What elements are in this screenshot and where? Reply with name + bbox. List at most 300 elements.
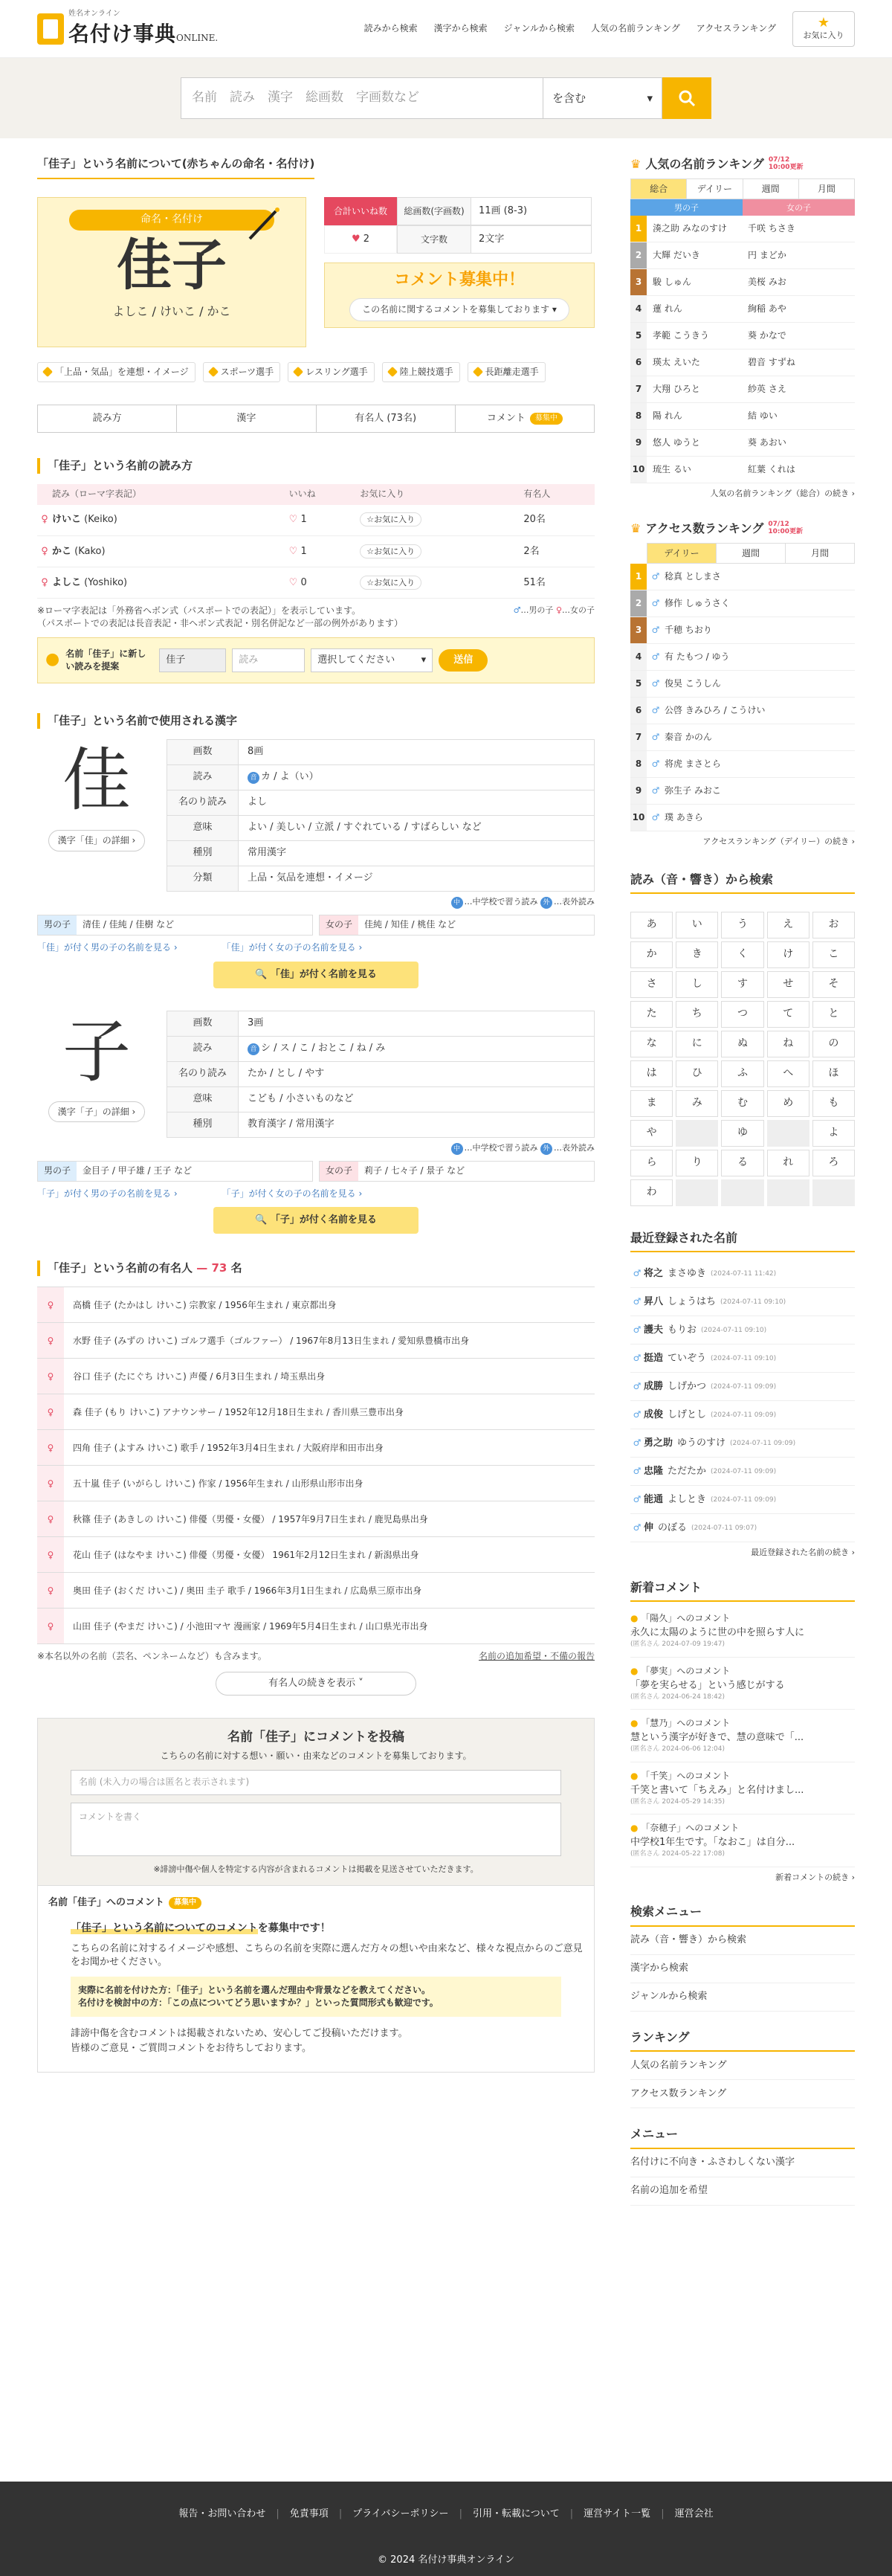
famous-row[interactable] <box>37 1537 595 1573</box>
tag-item[interactable] <box>203 362 281 382</box>
menu-unsuitable-kanji[interactable]: 名付けに不向き・ふさわしくない漢字 <box>630 2149 855 2177</box>
girl-icon: ♀ <box>37 1609 64 1643</box>
recent-row[interactable] <box>630 1316 855 1345</box>
comment-item[interactable] <box>630 1658 855 1710</box>
kana-cell[interactable]: も <box>812 1090 855 1117</box>
kana-cell[interactable]: れ <box>767 1150 809 1176</box>
kanji-nanori: よし <box>239 790 595 815</box>
comment-paragraph: 誹謗中傷を含むコメントは掲載されないため、安心してご投稿いただけます。 <box>71 2028 408 2040</box>
section-nav-readings[interactable] <box>38 405 177 432</box>
boy-name[interactable]: 陽 れん <box>653 410 682 422</box>
reading-row <box>37 536 595 567</box>
chars-value: 2文字 <box>471 225 592 254</box>
rank-number: 5 <box>630 671 647 697</box>
comment-target: ● 「陽久」へのコメント <box>630 1613 731 1624</box>
boy-name[interactable]: 瑛太 えいた <box>653 357 700 368</box>
comment-hint-1: 実際に名前を付けた方：「佳子」という名前を選んだ理由や背景などを教えてください。 <box>78 1985 431 1996</box>
kana-cell[interactable]: く <box>721 941 763 968</box>
access-list <box>630 564 855 831</box>
recent-more-link[interactable]: 最近登録された名前の続き › <box>751 1548 855 1558</box>
famous-row[interactable] <box>37 1573 595 1609</box>
kana-cell[interactable]: む <box>721 1090 763 1117</box>
kanji-strokes: 8画 <box>239 739 595 764</box>
ranking-row <box>630 323 855 350</box>
boy-name[interactable]: 孝範 こうきう <box>653 330 709 341</box>
section-nav-famous[interactable] <box>317 405 456 432</box>
recent-kanji: 忠隆 <box>644 1465 664 1477</box>
ranking-name[interactable]: 璞 あきら <box>665 812 703 823</box>
access-more-link[interactable]: アクセスランキング（デイリー）の続き › <box>702 837 855 847</box>
kana-cell[interactable]: そ <box>812 971 855 998</box>
comment-item[interactable] <box>630 1710 855 1762</box>
favorite-button[interactable]: ☆お気に入り <box>360 544 421 558</box>
sidebar <box>630 156 855 2206</box>
kanji-names-button[interactable] <box>213 1207 418 1234</box>
boy-names-link[interactable]: 「佳」が付く男の子の名前を見る › <box>37 941 178 953</box>
heart-icon[interactable]: ♡ <box>288 514 298 526</box>
tag-item[interactable] <box>288 362 374 382</box>
boy-icon: ♂ <box>651 705 660 716</box>
comment-meta: (匿名さん 2024-05-29 14:35) <box>630 1797 725 1806</box>
footer-sites[interactable]: 運営サイト一覧 <box>584 2508 651 2519</box>
section-nav <box>37 405 595 433</box>
girl-name[interactable]: 紗英 さえ <box>748 384 786 395</box>
kana-cell[interactable]: よ <box>812 1120 855 1147</box>
likes-count[interactable] <box>324 225 397 254</box>
romaji-note <box>37 605 595 630</box>
tab-overall[interactable]: 総合 <box>631 179 687 199</box>
kana-cell[interactable]: こ <box>812 941 855 968</box>
tag-item[interactable] <box>382 362 460 382</box>
girl-name[interactable]: 葵 かなで <box>748 330 786 341</box>
famous-row[interactable] <box>37 1609 595 1644</box>
kanji-key: 名のり読み <box>167 1061 239 1086</box>
kana-cell[interactable]: や <box>630 1120 673 1147</box>
footer-disclaimer[interactable]: 免責事項 <box>289 2508 329 2519</box>
logo[interactable] <box>37 9 218 48</box>
ranking-name[interactable]: 修作 しゅうさく <box>665 598 730 609</box>
boy-name[interactable]: 蓮 れん <box>653 303 682 315</box>
name-kanji: 佳子 <box>117 234 227 297</box>
ranking-name[interactable]: 稔真 としまさ <box>665 571 721 582</box>
boy-icon: ♂ <box>651 785 660 796</box>
stroke-label: 総画数(字画数) <box>397 197 471 225</box>
boy-icon: ♂ <box>633 1466 641 1477</box>
recent-reading: のぼる <box>658 1522 688 1533</box>
footer-privacy[interactable]: プライバシーポリシー <box>352 2508 449 2519</box>
kanji-key: 種別 <box>167 840 239 866</box>
recent-kanji: 成俊 <box>644 1408 664 1420</box>
comment-hint-2: 名付けを検討中の方：「この点についてどう思いますか？」といった質問形式も歓迎です。 <box>78 1997 439 2009</box>
kana-cell[interactable]: ふ <box>721 1060 763 1087</box>
girl-names-link[interactable]: 「佳」が付く女の子の名前を見る › <box>222 941 363 953</box>
menu-request-name[interactable]: 名前の追加を希望 <box>630 2177 855 2206</box>
reading-famous-count[interactable]: 2名 <box>523 536 595 567</box>
famous-list <box>37 1287 595 1644</box>
comment-recruit-title: コメント募集中！ <box>393 271 525 290</box>
kana-cell[interactable]: ぬ <box>721 1031 763 1057</box>
girl-label: 女の子 <box>320 1162 358 1181</box>
kana-cell[interactable]: さ <box>630 971 673 998</box>
logo-main: 名付け事典 <box>68 21 177 46</box>
comment-target: ● 「千笑」へのコメント <box>630 1770 731 1781</box>
footer: 報告・お問い合わせ | 免責事項 | プライバシーポリシー | 引用・転載について | 運営サイト一覧 | 運営会社 © 2024 名付け事典オンライン <box>0 2482 892 2576</box>
boy-icon: ♂ <box>513 605 521 616</box>
kana-cell[interactable]: ね <box>767 1031 809 1057</box>
kanji-category[interactable]: 上品・気品を連想・イメージ <box>239 866 595 891</box>
kanji-key: 種別 <box>167 1112 239 1137</box>
boy-icon: ♂ <box>633 1381 641 1392</box>
famous-text: 奥田 佳子 (おくだ けいこ) / 奥田 圭子 歌手 / 1966年3月1日生まれ / 広島県三原市出身 <box>73 1585 422 1596</box>
kanji-key: 意味 <box>167 815 239 840</box>
comment-headline: 「佳子」という名前についてのコメント <box>71 1922 258 1935</box>
send-button[interactable]: 送信 <box>439 649 488 672</box>
girl-header: 女の子 <box>743 199 855 216</box>
tag-icon <box>387 367 398 377</box>
reading-famous-count[interactable]: 51名 <box>523 567 595 599</box>
tag-item[interactable] <box>468 362 546 382</box>
kanji-nanori: たか / とし / やす <box>239 1061 595 1086</box>
tag-item[interactable] <box>37 362 195 382</box>
kana-cell[interactable]: み <box>676 1090 718 1117</box>
recent-row[interactable] <box>630 1288 855 1316</box>
col-famous: 有名人 <box>523 484 595 505</box>
match-select-value: を含む <box>552 91 586 105</box>
name-readings: よしこ / けいこ / かこ <box>112 304 231 318</box>
ranking-row <box>630 671 855 698</box>
legend-girl: …女の子 <box>562 605 595 616</box>
girl-name[interactable]: 美桜 みお <box>748 277 786 288</box>
nav-genre-search[interactable]: ジャンルから検索 <box>503 23 575 34</box>
kana-cell[interactable]: る <box>721 1150 763 1176</box>
comment-name-input[interactable]: 名前 (未入力の場合は匿名と表示されます) <box>71 1770 561 1795</box>
comment-recruit-button[interactable]: この名前に関するコメントを募集しております ▾ <box>349 298 569 321</box>
reading-romaji: (Kako) <box>74 545 106 557</box>
kana-cell[interactable]: へ <box>767 1060 809 1087</box>
boy-name[interactable]: 琉生 るい <box>653 464 691 475</box>
likes-label: 合計いいね数 <box>324 197 397 225</box>
kana-cell[interactable]: せ <box>767 971 809 998</box>
famous-title: 「佳子」という名前の有名人 — 73 名 <box>37 1260 595 1276</box>
famous-row[interactable] <box>37 1466 595 1501</box>
recent-row[interactable] <box>630 1401 855 1429</box>
reading-legend <box>37 1142 595 1155</box>
girl-name[interactable]: 碧音 すずね <box>748 357 795 368</box>
famous-row[interactable] <box>37 1287 595 1323</box>
kanji-table <box>167 1011 595 1138</box>
rank-number: 4 <box>630 644 647 670</box>
kana-cell[interactable]: ろ <box>812 1150 855 1176</box>
kana-cell[interactable]: な <box>630 1031 673 1057</box>
menu-kanji-search[interactable]: 漢字から検索 <box>630 1955 855 1983</box>
recent-row[interactable] <box>630 1429 855 1458</box>
recruiting-badge: 募集中 <box>530 413 563 425</box>
kana-cell[interactable]: わ <box>630 1179 673 1206</box>
name-stats <box>324 197 595 347</box>
famous-row[interactable] <box>37 1501 595 1537</box>
ranking-row <box>630 269 855 296</box>
kana-cell[interactable]: け <box>767 941 809 968</box>
girl-names-link[interactable]: 「子」が付く女の子の名前を見る › <box>222 1188 363 1199</box>
kana-cell[interactable]: に <box>676 1031 718 1057</box>
ranking-row <box>630 376 855 403</box>
kana-cell[interactable]: き <box>676 941 718 968</box>
nav-kanji-search[interactable]: 漢字から検索 <box>433 23 488 34</box>
recent-row[interactable] <box>630 1373 855 1401</box>
comment-icon: ● <box>630 1718 641 1729</box>
kana-cell[interactable]: は <box>630 1060 673 1087</box>
girl-name[interactable]: 結 ゆい <box>748 410 778 422</box>
boy-examples[interactable]: 清佳 / 佳純 / 佳樹 など <box>83 919 175 930</box>
girl-icon: ♀ <box>37 1501 64 1536</box>
search-button[interactable] <box>662 77 711 119</box>
kana-cell[interactable]: か <box>630 941 673 968</box>
boy-icon: ♂ <box>651 598 660 609</box>
popular-more-link[interactable]: 人気の名前ランキング（総合）の続き › <box>710 489 855 499</box>
match-select[interactable] <box>543 77 662 119</box>
reading-row <box>37 505 595 536</box>
reading-likes: 0 <box>300 576 307 588</box>
girl-label: 女の子 <box>320 915 358 935</box>
menu-popular-ranking[interactable]: 人気の名前ランキング <box>630 2052 855 2080</box>
nav-popular-ranking[interactable]: 人気の名前ランキング <box>591 23 680 34</box>
kana-cell[interactable]: た <box>630 1001 673 1028</box>
header <box>0 0 892 58</box>
kana-cell[interactable]: ほ <box>812 1060 855 1087</box>
legend-school: …中学校で習う読み <box>464 896 538 907</box>
comment-item[interactable] <box>630 1762 855 1815</box>
boy-examples[interactable]: 金目子 / 甲子雄 / 王子 など <box>83 1165 193 1176</box>
comment-form-note: ※誹謗中傷や個人を特定する内容が含まれるコメントは掲載を見送させていただきます。 <box>153 1864 479 1874</box>
rank-number: 4 <box>630 296 647 322</box>
section-nav-label: コメント <box>486 412 526 424</box>
menu-access-ranking[interactable]: アクセス数ランキング <box>630 2080 855 2108</box>
girl-examples[interactable]: 佳純 / 知佳 / 桃佳 など <box>364 919 456 930</box>
boy-name[interactable]: 湊之助 みなのすけ <box>653 223 727 234</box>
recent-row[interactable] <box>630 1514 855 1542</box>
likes-value: 2 <box>363 233 369 245</box>
ranking-row <box>630 617 855 644</box>
kana-cell[interactable]: あ <box>630 912 673 938</box>
recent-row[interactable] <box>630 1345 855 1373</box>
comment-textarea[interactable]: コメントを書く <box>71 1803 561 1856</box>
kana-cell[interactable]: お <box>812 912 855 938</box>
girl-examples[interactable]: 莉子 / 七々子 / 景子 など <box>364 1165 465 1176</box>
ranking-row <box>630 751 855 778</box>
ranking-name[interactable]: 俊昊 こうしん <box>665 678 721 689</box>
ranking-name[interactable]: 千穂 ちおり <box>665 625 712 636</box>
kana-empty <box>767 1120 809 1147</box>
comment-icon: ● <box>630 1613 641 1624</box>
kanji-type: 常用漢字 <box>239 840 595 866</box>
comment-meta: (匿名さん 2024-05-22 17:08) <box>630 1850 725 1858</box>
famous-row[interactable] <box>37 1323 595 1359</box>
comment-item[interactable] <box>630 1815 855 1867</box>
recent-row[interactable] <box>630 1486 855 1514</box>
ranking-name[interactable]: 有 たもつ / ゆう <box>665 651 730 663</box>
kana-cell[interactable]: り <box>676 1150 718 1176</box>
famous-row[interactable] <box>37 1394 595 1430</box>
ranking-row <box>630 242 855 269</box>
ranking-name[interactable]: 弥生子 みおこ <box>665 785 721 796</box>
kana-cell[interactable]: ら <box>630 1150 673 1176</box>
recent-reading: まさゆき <box>668 1267 707 1279</box>
tag-label: レスリング選手 <box>306 367 368 377</box>
recent-date: (2024-07-11 09:10) <box>701 1326 767 1334</box>
footer-company[interactable]: 運営会社 <box>674 2508 714 2519</box>
reading-kana[interactable]: かこ <box>52 545 72 557</box>
recent-date: (2024-07-11 09:07) <box>691 1524 757 1532</box>
tab-monthly[interactable]: 月間 <box>817 183 836 194</box>
section-nav-comments[interactable] <box>456 405 594 432</box>
kanji-readings: シ / ス / こ / おとこ / ね / み <box>261 1043 386 1054</box>
boy-icon: ♂ <box>633 1324 641 1336</box>
example-names <box>37 915 595 936</box>
report-link[interactable]: 名前の追加希望・不備の報告 <box>478 1651 595 1662</box>
kana-cell[interactable]: い <box>676 912 718 938</box>
favorite-button[interactable]: ☆お気に入り <box>360 576 421 590</box>
kanji-title: 「佳子」という名前で使用される漢字 <box>37 713 595 729</box>
boy-name[interactable]: 悠人 ゆうと <box>653 437 700 448</box>
menu-reading-search[interactable]: 読み（音・響き）から検索 <box>630 1927 855 1955</box>
page-title: 「佳子」という名前について(赤ちゃんの命名・名付け) <box>37 156 314 179</box>
ranking-row <box>630 430 855 457</box>
nav-access-ranking[interactable]: アクセスランキング <box>696 23 776 34</box>
access-tabs <box>647 543 855 564</box>
kanji-strokes: 3画 <box>239 1011 595 1036</box>
ranking-menu-title: ランキング <box>630 2029 855 2052</box>
chars-label: 文字数 <box>397 225 471 254</box>
rank-number: 10 <box>630 457 647 483</box>
onyomi-icon: 音 <box>248 772 259 784</box>
tab-monthly[interactable]: 月間 <box>810 547 829 558</box>
boy-name[interactable]: 大翔 ひろと <box>653 384 700 395</box>
recent-row[interactable] <box>630 1458 855 1486</box>
kana-cell[interactable]: ゆ <box>721 1120 763 1147</box>
kana-cell[interactable]: の <box>812 1031 855 1057</box>
heart-icon[interactable]: ♡ <box>288 576 298 588</box>
favorites-button[interactable] <box>792 11 855 47</box>
crown-icon: ♛ <box>630 157 641 171</box>
popular-list <box>630 216 855 483</box>
famous-more-button[interactable]: 有名人の続きを表示 ˅ <box>216 1672 416 1696</box>
rank-number: 1 <box>630 216 647 242</box>
comment-form-title: 名前「佳子」にコメントを投稿 <box>227 1730 404 1745</box>
kana-cell[interactable]: て <box>767 1001 809 1028</box>
girl-name[interactable]: 千咲 ちさき <box>748 223 795 234</box>
girl-name[interactable]: 紅葉 くれは <box>748 464 795 475</box>
ranking-row <box>630 457 855 483</box>
rank-number: 2 <box>630 590 647 616</box>
kana-cell[interactable]: う <box>721 912 763 938</box>
recent-kanji: 挺造 <box>644 1352 664 1364</box>
favorite-button[interactable]: ☆お気に入り <box>360 512 421 527</box>
heart-icon[interactable]: ♡ <box>288 545 298 557</box>
update-time: 07/12 10:00更新 <box>768 156 804 172</box>
famous-row[interactable] <box>37 1359 595 1394</box>
rank-number: 6 <box>630 698 647 724</box>
famous-text: 谷口 佳子 (たにぐち けいこ) 声優 / 6月3日生まれ / 埼玉県出身 <box>73 1371 326 1382</box>
menu-genre-search[interactable]: ジャンルから検索 <box>630 1983 855 2012</box>
section-nav-kanji[interactable] <box>177 405 316 432</box>
girl-icon: ♀ <box>37 1430 64 1465</box>
girl-icon: ♀ <box>37 1537 64 1572</box>
kana-cell[interactable]: す <box>721 971 763 998</box>
kana-cell[interactable]: つ <box>721 1001 763 1028</box>
new-comments-more-link[interactable]: 新着コメントの続き › <box>775 1873 855 1883</box>
famous-text: 秋篠 佳子 (あきしの けいこ) 俳優（男優・女優） / 1957年9月7日生まれ / 鹿児島県出身 <box>73 1513 428 1524</box>
nav-reading-search[interactable]: 読みから検索 <box>363 23 418 34</box>
kana-grid <box>630 912 855 1206</box>
kanji-names-button[interactable] <box>213 962 418 988</box>
ranking-name[interactable]: 将虎 まさとら <box>665 759 721 770</box>
famous-row[interactable] <box>37 1430 595 1466</box>
boy-icon: ♂ <box>633 1353 641 1364</box>
boy-names-link[interactable]: 「子」が付く男の子の名前を見る › <box>37 1188 178 1199</box>
kana-cell[interactable]: ひ <box>676 1060 718 1087</box>
rank-number: 2 <box>630 242 647 268</box>
stroke-value: 11画 (8-3) <box>471 197 592 225</box>
ranking-name[interactable]: 公啓 きみひろ / こうけい <box>665 705 766 716</box>
kana-cell[interactable]: め <box>767 1090 809 1117</box>
girl-icon: ♀ <box>37 1394 64 1429</box>
ranking-row <box>630 778 855 805</box>
girl-name[interactable]: 円 まどか <box>748 250 786 261</box>
kana-cell[interactable]: ち <box>676 1001 718 1028</box>
kana-cell[interactable]: し <box>676 971 718 998</box>
new-reading-input[interactable]: 読み <box>232 648 305 672</box>
recent-row[interactable] <box>630 1260 855 1288</box>
girl-icon: ♀ <box>37 1323 64 1358</box>
kana-cell[interactable]: え <box>767 912 809 938</box>
kanji-detail-button[interactable]: 漢字「佳」の詳細 › <box>48 830 146 851</box>
comment-item[interactable] <box>630 1605 855 1658</box>
kana-empty <box>721 1179 763 1206</box>
reading-kana[interactable]: けいこ <box>52 514 82 526</box>
reading-kana[interactable]: よしこ <box>52 576 82 588</box>
ranking-row <box>630 590 855 617</box>
famous-note: ※本名以外の名前（芸名、ペンネームなど）も含みます。 <box>37 1651 267 1662</box>
boy-name[interactable]: 大輝 だいき <box>653 250 700 261</box>
reading-famous-count[interactable]: 20名 <box>523 505 595 536</box>
tab-weekly[interactable]: 週間 <box>743 179 799 199</box>
gender-select[interactable] <box>311 648 433 672</box>
famous-count: 73 <box>211 1261 227 1275</box>
rank-number: 3 <box>630 617 647 643</box>
search-input[interactable]: 名前 読み 漢字 総画数 字画数など <box>181 77 543 119</box>
ranking-name[interactable]: 秦音 かのん <box>665 732 712 743</box>
girl-name[interactable]: 葵 あおい <box>748 437 786 448</box>
girl-icon: ♀ <box>37 567 52 599</box>
footer-contact[interactable]: 報告・お問い合わせ <box>178 2508 266 2519</box>
comment-form-sub: こちらの名前に対する想い・願い・由来などのコメントを募集しております。 <box>160 1751 472 1762</box>
boy-name[interactable]: 駿 しゅん <box>653 277 691 288</box>
tab-daily[interactable]: デイリー <box>647 544 717 563</box>
kanji-table <box>167 739 595 892</box>
tab-daily[interactable]: デイリー <box>687 179 743 199</box>
tag-label: スポーツ選手 <box>220 367 274 377</box>
tab-weekly[interactable]: 週間 <box>717 544 786 563</box>
kana-cell[interactable]: ま <box>630 1090 673 1117</box>
kana-cell[interactable]: と <box>812 1001 855 1028</box>
reading-likes: 1 <box>300 545 307 557</box>
girl-name[interactable]: 絢稲 あや <box>748 303 786 315</box>
kanji-detail-button[interactable]: 漢字「子」の詳細 › <box>48 1101 146 1123</box>
footer-citation[interactable]: 引用・転載について <box>472 2508 560 2519</box>
popular-ranking-title-text: 人気の名前ランキング <box>645 157 764 171</box>
comment-meta: (匿名さん 2024-06-24 18:42) <box>630 1693 725 1701</box>
kanji-section <box>37 713 595 1234</box>
